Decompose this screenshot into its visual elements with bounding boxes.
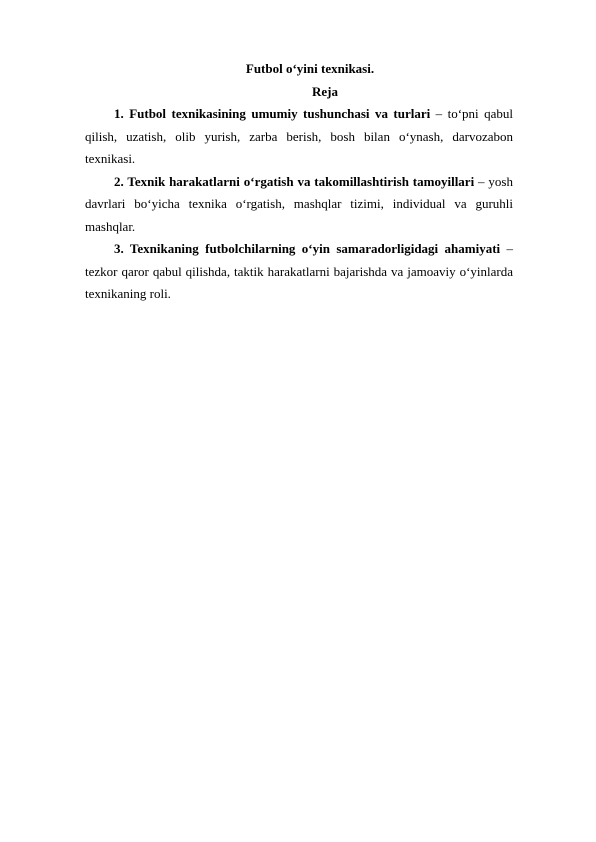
plan-item-1 [85,103,513,171]
plan-item-2 [85,171,513,239]
document-title: Futbol o‘yini texnikasi. [245,61,375,76]
plan-heading: Reja [312,83,338,99]
plan-item-1-text: – to‘pni qabul qilish, uzatish, olib yurish, zarba berish, bosh bilan o‘ynash, darvozabon texnikasi. [85,106,513,166]
plan-item-3-heading: 3. Texnikaning futbolchilarning o‘yin samaradorligidagi ahamiyati [114,241,501,256]
plan-item-3-text: – tezkor qaror qabul qilishda, taktik harakatlarni bajarishda va jamoaviy o‘yinlarda texnikaning roli. [85,241,514,301]
plan-item-2-text: – yosh davrlari bo‘yicha texnika o‘rgatish, mashqlar tizimi, individual va guruhli mashqlar. [85,173,513,234]
plan-item-2-heading: 2. Texnik harakatlarni o‘rgatish va takomillashtirish tamoyillari [114,173,475,189]
plan-item-1-heading: 1. Futbol texnikasining umumiy tushunchasi va turlari [114,106,431,121]
plan-item-3 [85,238,513,306]
document-body [85,58,513,306]
